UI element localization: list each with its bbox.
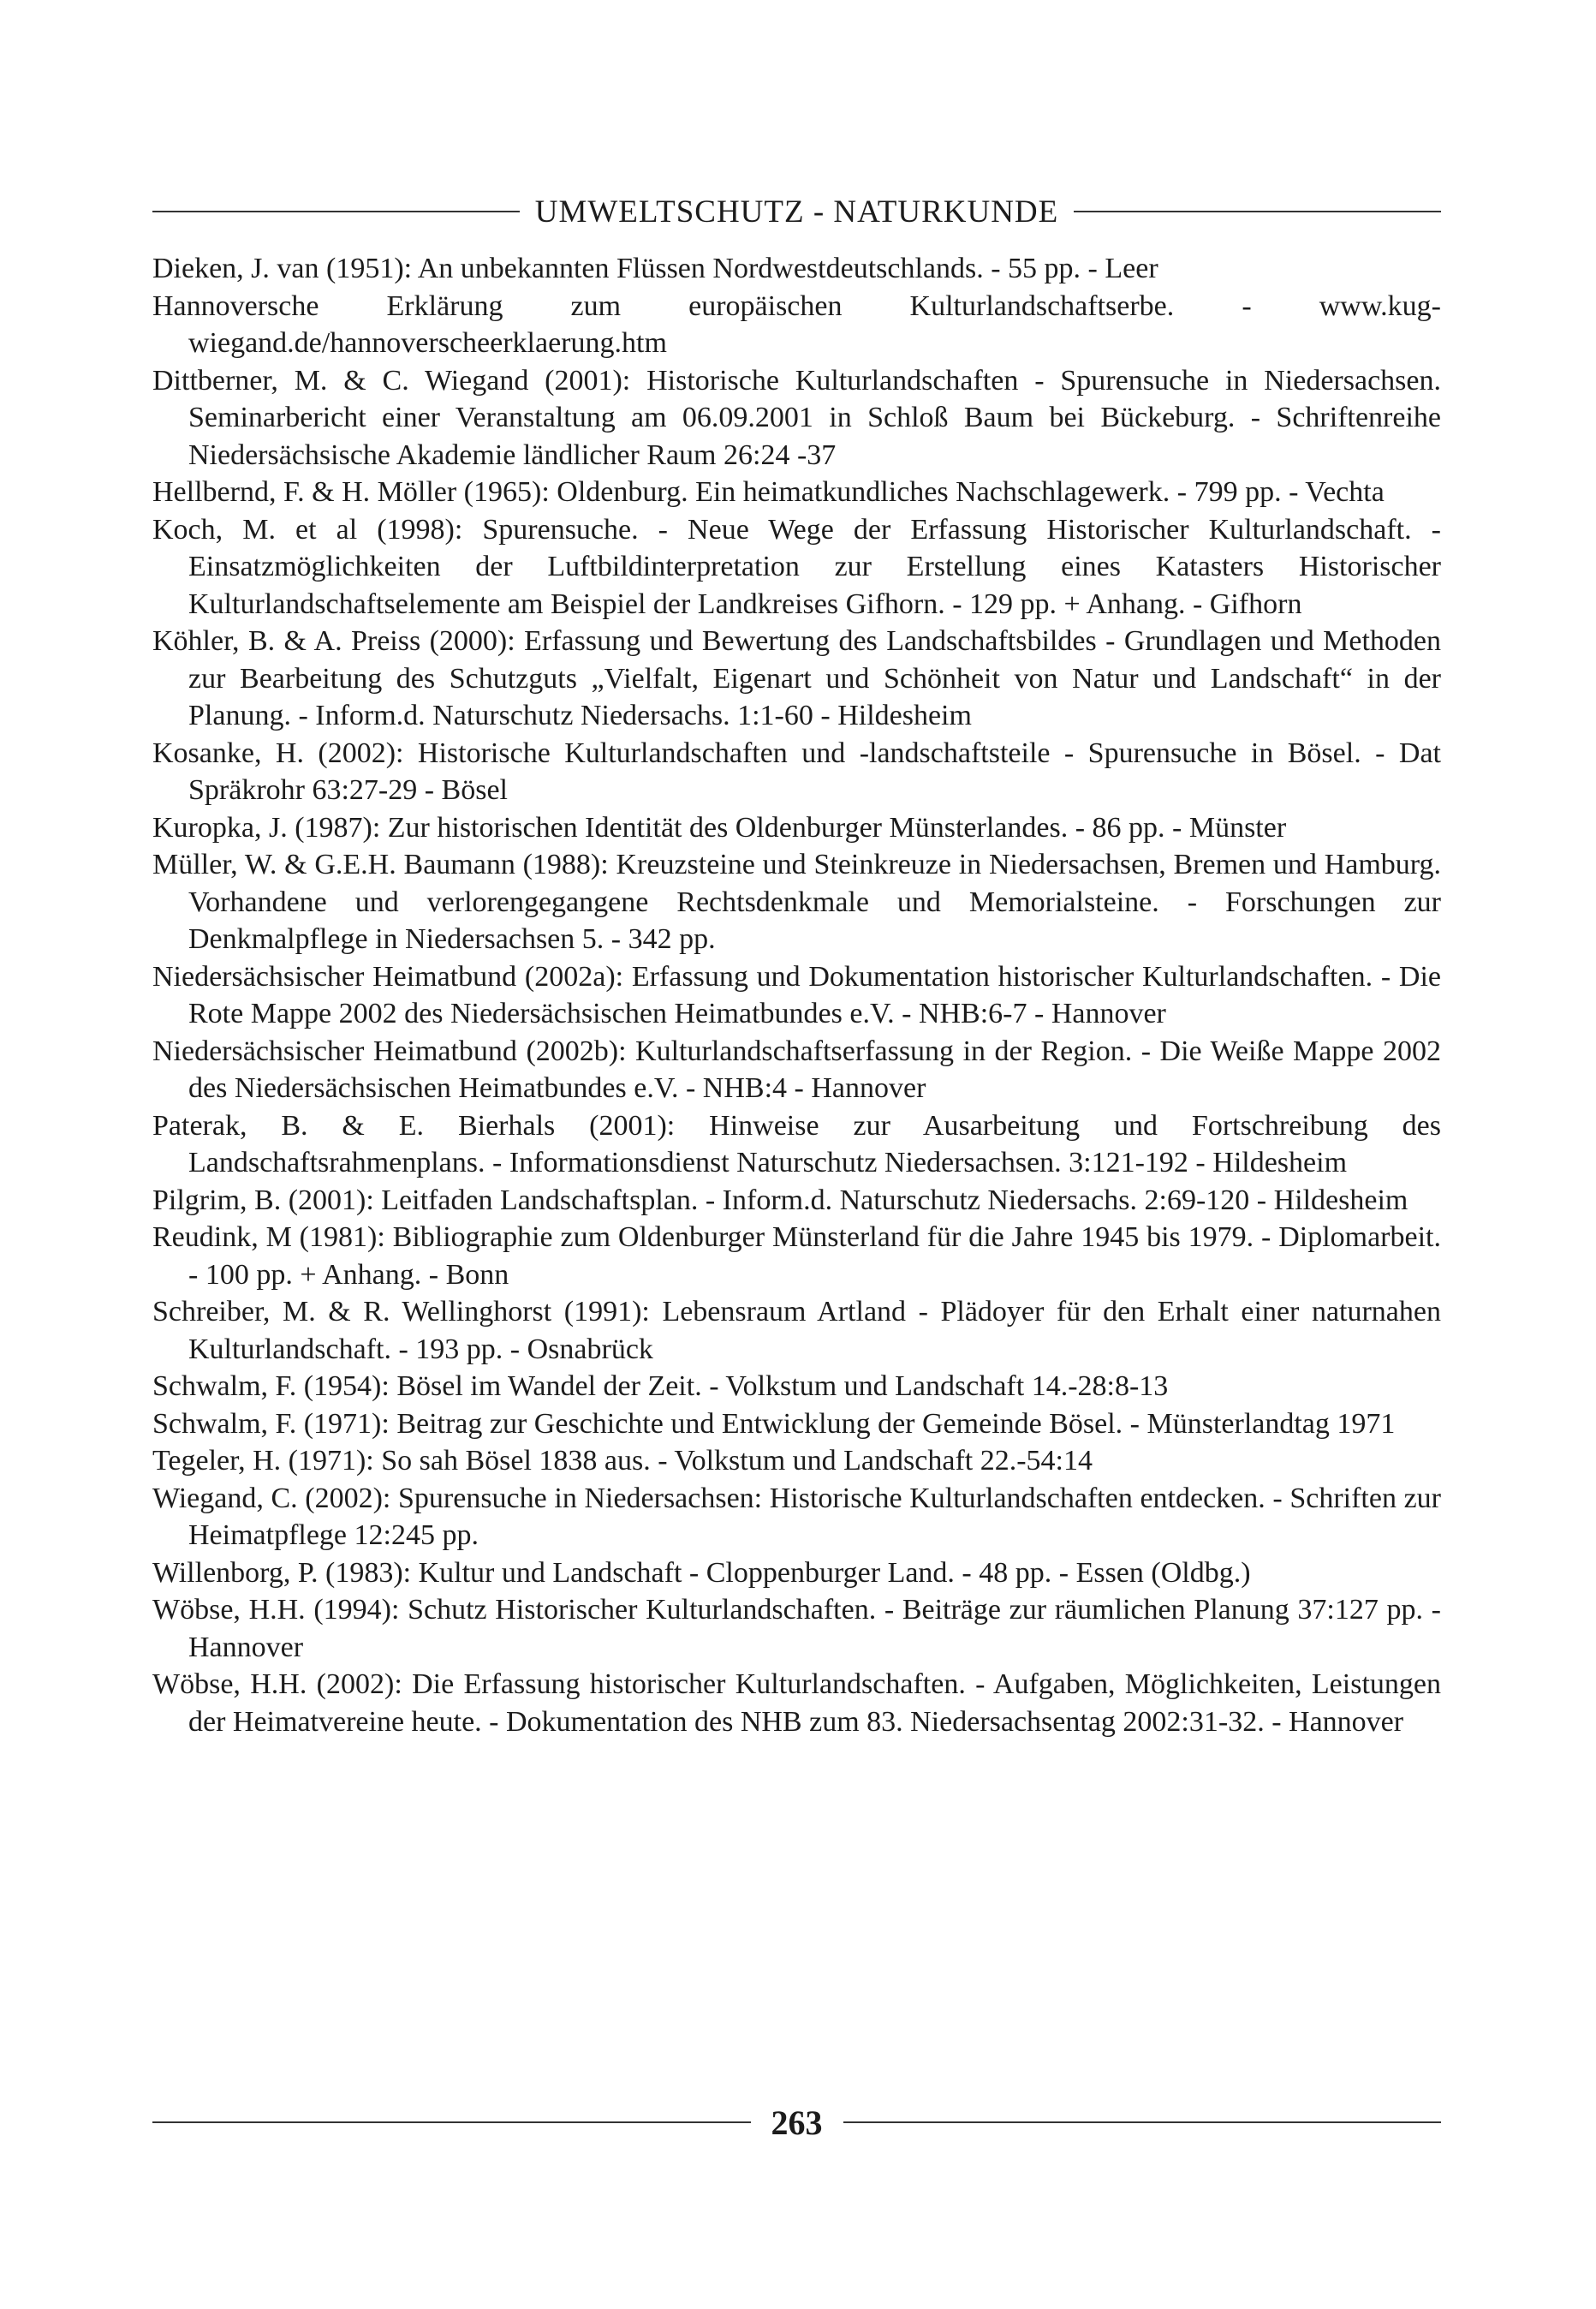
- header-rule-right: [1074, 211, 1441, 212]
- header-rule-left: [152, 211, 520, 212]
- bibliography-entry: Schreiber, M. & R. Wellinghorst (1991): Lebensraum Artland - Plädoyer für den Erhalt einer naturnahen Kulturlandschaft. - 193 pp. - Osnabrück: [152, 1296, 1441, 1365]
- bibliography-entry: Reudink, M (1981): Bibliographie zum Oldenburger Münsterland für die Jahre 1945 bis 1979. - Diplomarbeit. - 100 pp. + Anhang. - Bonn: [152, 1221, 1441, 1291]
- bibliography-entry: Willenborg, P. (1983): Kultur und Landschaft - Cloppenburger Land. - 48 pp. - Essen (Oldbg.): [152, 1556, 1251, 1589]
- header-title: UMWELTSCHUTZ - NATURKUNDE: [534, 194, 1059, 230]
- footer-rule-right: [843, 2121, 1442, 2123]
- bibliography-entry: Dittberner, M. & C. Wiegand (2001): Historische Kulturlandschaften - Spurensuche in Niedersachsen. Seminarbericht einer Veranstaltung am 06.09.2001 in Schloß Baum bei Bückeburg. - Schriftenreihe Niedersächsische Akademie ländlicher Raum 26:24 -37: [152, 364, 1441, 471]
- bibliography-entry: Dieken, J. van (1951): An unbekannten Flüssen Nordwestdeutschlands. - 55 pp. - Leer: [152, 253, 1158, 284]
- bibliography-entry: Kuropka, J. (1987): Zur historischen Identität des Oldenburger Münsterlandes. - 86 pp. - Münster: [152, 811, 1287, 844]
- bibliography-list: [152, 250, 1441, 1740]
- bibliography-entry: Köhler, B. & A. Preiss (2000): Erfassung und Bewertung des Landschaftsbildes - Grundlagen und Methoden zur Bearbeitung des Schutzguts „Vielfalt, Eigenart und Schönheit von Natur und Landschaft“ in der Planung. - Inform.d. Naturschutz Niedersachs. 1:1-60 - Hildesheim: [152, 625, 1441, 731]
- footer-rule-left: [152, 2121, 751, 2123]
- bibliography-entry: Wöbse, H.H. (1994): Schutz Historischer Kulturlandschaften. - Beiträge zur räumlichen Planung 37:127 pp. - Hannover: [152, 1594, 1441, 1663]
- bibliography-entry: Tegeler, H. (1971): So sah Bösel 1838 aus. - Volkstum und Landschaft 22.-54:14: [152, 1445, 1093, 1477]
- bibliography-entry: Schwalm, F. (1971): Beitrag zur Geschichte und Entwicklung der Gemeinde Bösel. - Münsterlandtag 1971: [152, 1407, 1396, 1440]
- bibliography-entry: Kosanke, H. (2002): Historische Kulturlandschaften und -landschaftsteile - Spurensuche in Bösel. - Dat Spräkrohr 63:27-29 - Bösel: [152, 737, 1441, 806]
- bibliography-entry: Niedersächsischer Heimatbund (2002a): Erfassung und Dokumentation historischer Kulturlandschaften. - Die Rote Mappe 2002 des Niedersächsischen Heimatbundes e.V. - NHB:6-7 - Hannover: [152, 960, 1441, 1029]
- bibliography-entry: Hannoversche Erklärung zum europäischen Kulturlandschaftserbe. - www.kug-wiegand.de/hannoverscheerklaerung.htm: [152, 289, 1441, 359]
- bibliography-entry: Paterak, B. & E. Bierhals (2001): Hinweise zur Ausarbeitung und Fortschreibung des Landschaftsrahmenplans. - Informationsdienst Naturschutz Niedersachsen. 3:121-192 - Hildesheim: [152, 1109, 1441, 1178]
- bibliography-entry: Wiegand, C. (2002): Spurensuche in Niedersachsen: Historische Kulturlandschaften entdecken. - Schriften zur Heimatpflege 12:245 pp.: [152, 1482, 1441, 1551]
- bibliography-entry: Schwalm, F. (1954): Bösel im Wandel der Zeit. - Volkstum und Landschaft 14.-28:8-13: [152, 1370, 1169, 1402]
- bibliography-entry: Koch, M. et al (1998): Spurensuche. - Neue Wege der Erfassung Historischer Kulturlandschaft. - Einsatzmöglichkeiten der Luftbildinterpretation zur Erstellung eines Katasters Historischer Kulturlandschaftselemente am Beispiel der Landkreises Gifhorn. - 129 pp. + Anhang. - Gifhorn: [152, 513, 1441, 620]
- bibliography-entry: Hellbernd, F. & H. Möller (1965): Oldenburg. Ein heimatkundliches Nachschlagewerk. - 799 pp. - Vechta: [152, 476, 1385, 508]
- page-number: 263: [771, 2103, 823, 2142]
- bibliography-entry: Wöbse, H.H. (2002): Die Erfassung historischer Kulturlandschaften. - Aufgaben, Möglichkeiten, Leistungen der Heimatvereine heute. - Dokumentation des NHB zum 83. Niedersachsentag 2002:31-32. - Hannover: [152, 1668, 1441, 1738]
- bibliography-entry: Pilgrim, B. (2001): Leitfaden Landschaftsplan. - Inform.d. Naturschutz Niedersachs. 2:69-120 - Hildesheim: [152, 1184, 1408, 1216]
- page-footer: [152, 2098, 1441, 2146]
- bibliography-entry: Niedersächsischer Heimatbund (2002b): Kulturlandschaftserfassung in der Region. - Die Weiße Mappe 2002 des Niedersächsischen Heimatbundes e.V. - NHB:4 - Hannover: [152, 1035, 1441, 1104]
- bibliography-entry: Müller, W. & G.E.H. Baumann (1988): Kreuzsteine und Steinkreuze in Niedersachsen, Bremen und Hamburg. Vorhandene und verlorengegangene Rechtsdenkmale und Memorialsteine. - Forschungen zur Denkmalpflege in Niedersachsen 5. - 342 pp.: [152, 849, 1441, 955]
- running-header: [152, 190, 1441, 233]
